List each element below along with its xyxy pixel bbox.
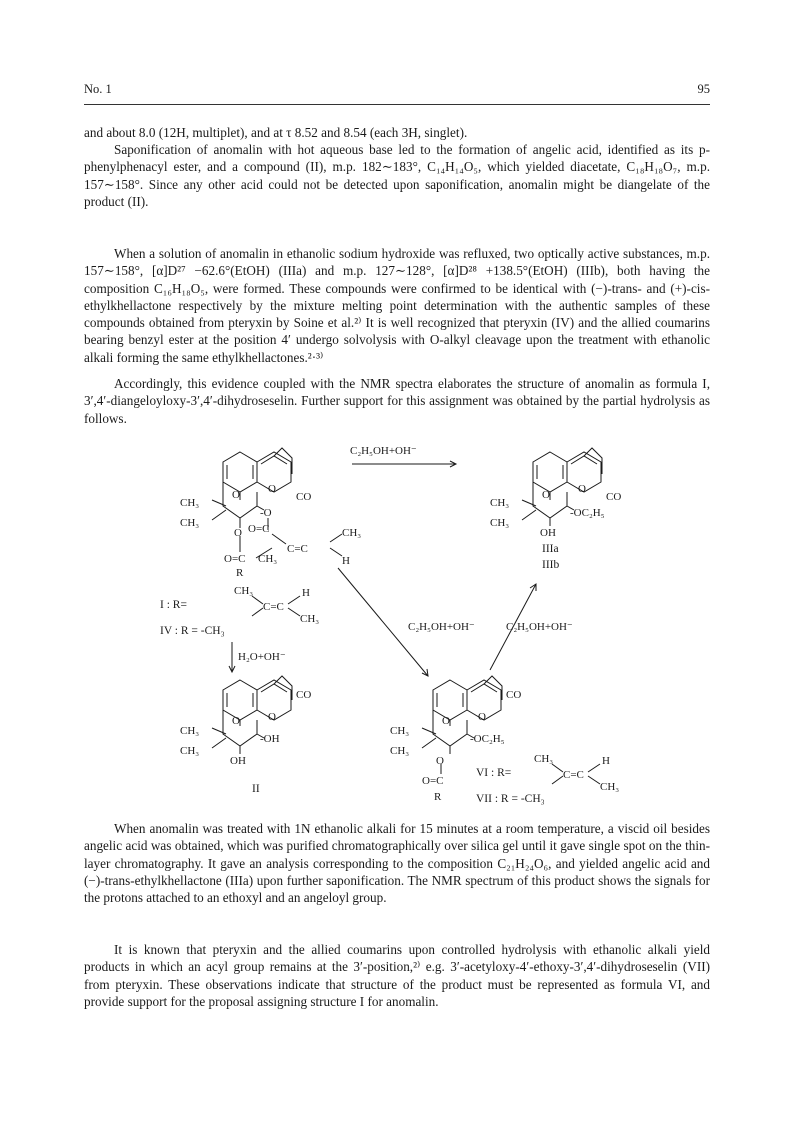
label-I: I : R= [160, 599, 187, 611]
atom-ch3: CH₃ [180, 497, 200, 509]
arrow-top [350, 445, 456, 467]
atom-o-eq-c: O=C [224, 553, 246, 565]
atom-h: H [302, 587, 310, 599]
arrow-I-to-VI [338, 568, 475, 676]
atom-o: -O [260, 507, 272, 519]
atom-ch3: CH₃ [534, 753, 554, 765]
reagent-ethanol-hydroxide: C₂H₅OH+OH⁻ [506, 621, 573, 633]
atom-co: CO [296, 491, 312, 503]
atom-o: O [232, 489, 240, 501]
label-IIIb: IIIb [542, 559, 560, 571]
atom-oc2h5: -OC₂H₅ [570, 507, 605, 519]
atom-ch3: CH₃ [180, 725, 200, 737]
paragraph-conclusion: It is known that pteryxin and the allied coumarins upon controlled hydrolysis with ethanolic alkali yield products in which an acyl group remains at the 3′-position,²⁾ e.g. 3′-acetyloxy-4′-ethoxy-3′,4′-dihydroseselin (VII) from pteryxin. These observations indicate that structure of the product must be represented as formula VI, and provide support for the proposal assigning structure I for anomalin. [84, 942, 710, 1009]
r-group-definitions [160, 585, 319, 637]
atom-o-eq-c: O=C [422, 775, 444, 787]
atom-c-eq-c: C=C [287, 543, 308, 555]
atom-o: O [268, 483, 276, 495]
structure-IIIa-IIIb [490, 448, 621, 571]
atom-ch3: CH₃ [490, 517, 510, 529]
atom-o: O [478, 711, 486, 723]
running-header [84, 82, 710, 102]
atom-c-eq-c: C=C [563, 769, 584, 781]
atom-oh: OH [230, 755, 246, 767]
structure-I-IV [180, 448, 361, 579]
atom-ch3: CH₃ [600, 781, 620, 793]
atom-ch3: CH₃ [390, 745, 410, 757]
arrow-VI-to-III [490, 584, 573, 670]
label-IV: IV : R = -CH₃ [160, 625, 225, 637]
atom-h: H [602, 755, 610, 767]
atom-h: H [342, 555, 350, 567]
structure-VI-VII [390, 676, 521, 803]
structure-II [180, 676, 311, 795]
atom-o: O [232, 715, 240, 727]
reagent-ethanol-hydroxide: C₂H₅OH+OH⁻ [408, 621, 475, 633]
atom-co: CO [296, 689, 312, 701]
reagent-water-hydroxide: H₂O+OH⁻ [238, 651, 286, 663]
header-rule [84, 104, 710, 105]
paragraph-structure-assignment: Accordingly, this evidence coupled with the NMR spectra elaborates the structure of anomalin as formula I, 3′,4′-diangeloyloxy-3′,4′-dihydroseselin. Further support for this assignment was obtained by the partial hydrolysis as follows. [84, 376, 710, 426]
atom-co: CO [506, 689, 522, 701]
atom-r: R [236, 567, 244, 579]
paragraph-saponification: Saponification of anomalin with hot aqueous base led to the formation of angelic acid, identified as its p-phenylphenacyl ester, and a compound (II), m.p. 182∼183°, C₁₄H₁₄O₅, which yielded diacetate, C₁₈H₁₈O₇, m.p. 157∼158°. Since any other acid could not be detected upon saponification, anomalin might be diangelate of the product (II). [84, 142, 710, 209]
atom-co: CO [606, 491, 622, 503]
atom-r: R [434, 791, 442, 803]
atom-ch3: CH₃ [180, 517, 200, 529]
atom-ch3: CH₃ [234, 585, 254, 597]
atom-ch3: CH₃ [300, 613, 320, 625]
atom-ch3: CH₃ [490, 497, 510, 509]
atom-oc2h5: -OC₂H₅ [470, 733, 505, 745]
atom-o: O [542, 489, 550, 501]
paragraph-continuation: and about 8.0 (12H, multiplet), and at τ 8.52 and 8.54 (each 3H, singlet). [84, 125, 468, 140]
atom-ch3: CH₃ [180, 745, 200, 757]
atom-o: O [234, 527, 242, 539]
page-number: 95 [697, 82, 710, 96]
atom-o-eq-c: O=C [248, 523, 270, 535]
paragraph-partial-hydrolysis: When anomalin was treated with 1N ethanolic alkali for 15 minutes at a room temperature, a viscid oil besides angelic acid was obtained, which was purified chromatographically over silica gel until it gave single spot on the thin-layer chromatography. It gave an analysis corresponding to the composition C₂₁H₂₄O₆, and yielded angelic acid and (−)-trans-ethylkhellactone (IIIa) upon further saponification. The NMR spectrum of this product shows the signals for the protons attached to an ethoxyl and an angeloyl group. [84, 821, 710, 906]
atom-c-eq-c: C=C [263, 601, 284, 613]
atom-o: O [436, 755, 444, 767]
atom-oh: -OH [260, 733, 280, 745]
reagent-ethanol-hydroxide: C₂H₅OH+OH⁻ [350, 445, 417, 457]
atom-oh: OH [540, 527, 556, 539]
r-group-VI [476, 753, 619, 805]
atom-o: O [442, 715, 450, 727]
atom-o: O [268, 711, 276, 723]
reaction-scheme [160, 434, 640, 814]
label-VII: VII : R = -CH₃ [476, 793, 545, 805]
label-VI: VI : R= [476, 767, 512, 779]
atom-o: O [578, 483, 586, 495]
atom-ch3: CH₃ [390, 725, 410, 737]
paragraph-ethanolic-hydrolysis: When a solution of anomalin in ethanolic sodium hydroxide was refluxed, two optically active substances, m.p. 157∼158°, [α]D²⁷ −62.6°(EtOH) (IIIa) and m.p. 127∼128°, [α]D²⁸ +138.5°(EtOH) (IIIb), both having the composition C₁₆H₁₈O₅, were formed. These compounds were confirmed to be identical with (−)-trans- and (+)-cis-ethylkhellactone respectively by the mixture melting point determination with the authentic samples of these compounds obtained from pteryxin by Soine et al.²⁾ It is well recognized that pteryxin (IV) and the allied coumarins bearing benzyl ester at the position 4′ undergo solvolysis with O-alkyl cleavage upon the treatment with ethanolic alkali forming the same ethylkhellactones.²·³⁾ [84, 246, 710, 365]
journal-number: No. 1 [84, 82, 112, 96]
label-II: II [252, 783, 260, 795]
label-IIIa: IIIa [542, 543, 559, 555]
arrow-down-to-II [229, 642, 286, 672]
atom-ch3: CH₃ [342, 527, 362, 539]
atom-ch3: CH₃ [258, 553, 278, 565]
